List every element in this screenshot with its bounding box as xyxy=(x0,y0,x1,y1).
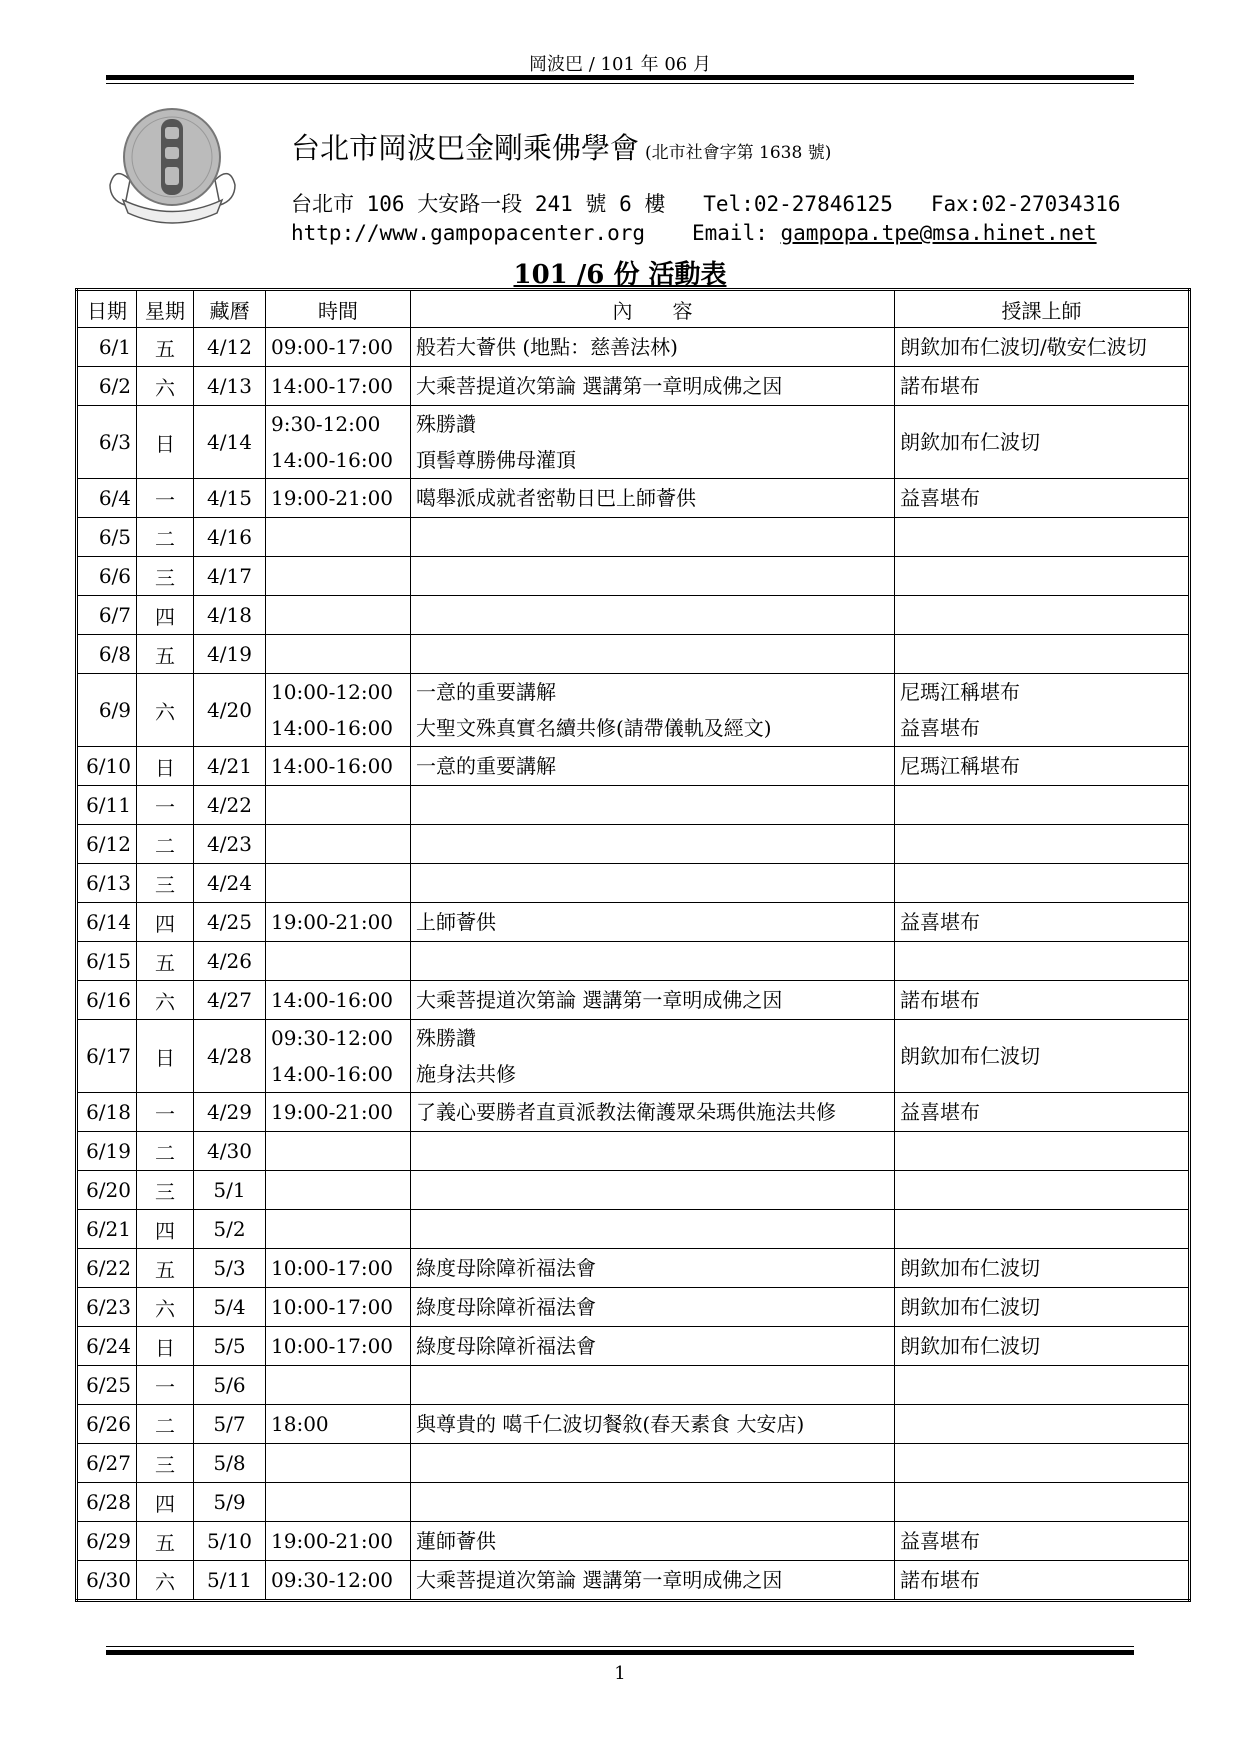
cell-tibetan-date: 4/28 xyxy=(194,1020,266,1093)
cell-date: 6/15 xyxy=(77,942,137,981)
cell-tibetan-date: 4/29 xyxy=(194,1093,266,1132)
cell-weekday: 日 xyxy=(137,406,194,479)
cell-time xyxy=(266,1327,411,1366)
cell-tibetan-date: 4/18 xyxy=(194,596,266,635)
content-line: 施身法共修 xyxy=(416,1062,516,1086)
teacher-line: 朗欽加布仁波切 xyxy=(900,1295,1040,1319)
cell-tibetan-date: 4/30 xyxy=(194,1132,266,1171)
cell-teacher xyxy=(895,1093,1190,1132)
cell-teacher xyxy=(895,328,1190,367)
cell-content xyxy=(411,1405,895,1444)
time-line: 09:30-12:00 xyxy=(271,1026,394,1050)
cell-weekday: 五 xyxy=(137,1249,194,1288)
time-line: 14:00-16:00 xyxy=(271,1062,394,1086)
time-line: 09:30-12:00 xyxy=(271,1568,394,1592)
table-row xyxy=(77,367,1190,406)
cell-date: 6/30 xyxy=(77,1561,137,1601)
table-row xyxy=(77,1444,1190,1483)
cell-content xyxy=(411,981,895,1020)
cell-weekday: 六 xyxy=(137,367,194,406)
cell-content xyxy=(411,1171,895,1210)
cell-weekday: 四 xyxy=(137,1210,194,1249)
col-header-content: 內 容 xyxy=(411,290,895,328)
table-row xyxy=(77,786,1190,825)
col-header-time: 時間 xyxy=(266,290,411,328)
time-line: 10:00-17:00 xyxy=(271,1256,394,1280)
cell-tibetan-date: 4/23 xyxy=(194,825,266,864)
cell-teacher xyxy=(895,981,1190,1020)
cell-tibetan-date: 4/15 xyxy=(194,479,266,518)
cell-date: 6/19 xyxy=(77,1132,137,1171)
email-label: Email: xyxy=(692,221,781,245)
cell-teacher xyxy=(895,1132,1190,1171)
cell-tibetan-date: 5/3 xyxy=(194,1249,266,1288)
content-line: 綠度母除障祈福法會 xyxy=(416,1295,596,1319)
cell-time xyxy=(266,406,411,479)
org-registration: (北市社會字第 1638 號) xyxy=(645,143,832,163)
time-line: 19:00-21:00 xyxy=(271,1529,394,1553)
org-name-text: 台北市岡波巴金剛乘佛學會 xyxy=(291,131,640,165)
cell-tibetan-date: 4/20 xyxy=(194,674,266,747)
header-rule-thick xyxy=(106,75,1134,80)
cell-teacher xyxy=(895,596,1190,635)
cell-date: 6/25 xyxy=(77,1366,137,1405)
table-row xyxy=(77,328,1190,367)
cell-weekday: 二 xyxy=(137,1132,194,1171)
cell-date: 6/14 xyxy=(77,903,137,942)
email-line xyxy=(692,221,1097,245)
cell-content xyxy=(411,1522,895,1561)
page-number: 1 xyxy=(614,1663,626,1684)
cell-time xyxy=(266,981,411,1020)
cell-time xyxy=(266,825,411,864)
cell-time xyxy=(266,786,411,825)
cell-date: 6/22 xyxy=(77,1249,137,1288)
col-header-tibetan-calendar: 藏曆 xyxy=(194,290,266,328)
cell-weekday: 一 xyxy=(137,1093,194,1132)
cell-tibetan-date: 4/27 xyxy=(194,981,266,1020)
cell-tibetan-date: 5/10 xyxy=(194,1522,266,1561)
cell-date: 6/4 xyxy=(77,479,137,518)
content-line: 殊勝讚 xyxy=(416,412,476,436)
cell-teacher xyxy=(895,367,1190,406)
cell-tibetan-date: 5/6 xyxy=(194,1366,266,1405)
cell-time xyxy=(266,1561,411,1601)
cell-teacher xyxy=(895,942,1190,981)
cell-time xyxy=(266,635,411,674)
cell-content xyxy=(411,596,895,635)
cell-time xyxy=(266,518,411,557)
schedule-body xyxy=(77,328,1190,1601)
cell-content xyxy=(411,903,895,942)
cell-date: 6/13 xyxy=(77,864,137,903)
content-line: 上師薈供 xyxy=(416,910,496,934)
cell-content xyxy=(411,406,895,479)
cell-date: 6/7 xyxy=(77,596,137,635)
cell-teacher xyxy=(895,864,1190,903)
content-line: 綠度母除障祈福法會 xyxy=(416,1334,596,1358)
table-row xyxy=(77,1093,1190,1132)
cell-time xyxy=(266,1366,411,1405)
cell-teacher xyxy=(895,674,1190,747)
col-header-date: 日期 xyxy=(77,290,137,328)
cell-teacher xyxy=(895,903,1190,942)
cell-content xyxy=(411,1020,895,1093)
cell-date: 6/20 xyxy=(77,1171,137,1210)
cell-tibetan-date: 5/4 xyxy=(194,1288,266,1327)
cell-weekday: 日 xyxy=(137,747,194,786)
content-line: 了義心要勝者直貢派教法衛護眾朵瑪供施法共修 xyxy=(416,1100,836,1124)
table-row xyxy=(77,557,1190,596)
table-row xyxy=(77,1522,1190,1561)
cell-content xyxy=(411,747,895,786)
cell-time xyxy=(266,479,411,518)
cell-time xyxy=(266,367,411,406)
cell-time xyxy=(266,1444,411,1483)
table-row xyxy=(77,635,1190,674)
table-row xyxy=(77,1288,1190,1327)
content-line: 大乘菩提道次第論 選講第一章明成佛之因 xyxy=(416,374,783,398)
cell-weekday: 六 xyxy=(137,674,194,747)
cell-teacher xyxy=(895,747,1190,786)
cell-tibetan-date: 5/7 xyxy=(194,1405,266,1444)
content-line: 噶舉派成就者密勒日巴上師薈供 xyxy=(416,486,696,510)
cell-tibetan-date: 4/22 xyxy=(194,786,266,825)
cell-teacher xyxy=(895,479,1190,518)
cell-date: 6/9 xyxy=(77,674,137,747)
cell-content xyxy=(411,328,895,367)
cell-tibetan-date: 4/17 xyxy=(194,557,266,596)
teacher-line: 諾布堪布 xyxy=(900,1568,980,1592)
cell-content xyxy=(411,1249,895,1288)
content-line: 頂髻尊勝佛母灌頂 xyxy=(416,448,576,472)
cell-time xyxy=(266,674,411,747)
cell-tibetan-date: 4/16 xyxy=(194,518,266,557)
cell-teacher xyxy=(895,1020,1190,1093)
cell-time xyxy=(266,864,411,903)
cell-teacher xyxy=(895,1483,1190,1522)
cell-teacher xyxy=(895,1210,1190,1249)
cell-tibetan-date: 4/13 xyxy=(194,367,266,406)
time-line: 10:00-17:00 xyxy=(271,1295,394,1319)
col-header-teacher: 授課上師 xyxy=(895,290,1190,328)
cell-date: 6/2 xyxy=(77,367,137,406)
cell-teacher xyxy=(895,1171,1190,1210)
cell-tibetan-date: 5/5 xyxy=(194,1327,266,1366)
cell-teacher xyxy=(895,1522,1190,1561)
email-link[interactable]: gampopa.tpe@msa.hinet.net xyxy=(780,221,1097,245)
teacher-line: 朗欽加布仁波切 xyxy=(900,430,1040,454)
cell-date: 6/6 xyxy=(77,557,137,596)
cell-date: 6/18 xyxy=(77,1093,137,1132)
content-line: 與尊貴的 噶千仁波切餐敘(春天素食 大安店) xyxy=(416,1412,805,1436)
cell-weekday: 六 xyxy=(137,1288,194,1327)
time-line: 14:00-16:00 xyxy=(271,448,394,472)
address-contact-line: 台北市 106 大安路一段 241 號 6 樓 Tel:02-27846125 Fax:02-27034316 xyxy=(291,192,1121,216)
cell-tibetan-date: 4/25 xyxy=(194,903,266,942)
header-rule-thin xyxy=(106,83,1134,84)
cell-content xyxy=(411,786,895,825)
time-line: 14:00-16:00 xyxy=(271,754,394,778)
cell-teacher xyxy=(895,557,1190,596)
cell-tibetan-date: 5/9 xyxy=(194,1483,266,1522)
cell-time xyxy=(266,1093,411,1132)
cell-weekday: 二 xyxy=(137,1405,194,1444)
content-line: 大乘菩提道次第論 選講第一章明成佛之因 xyxy=(416,1568,783,1592)
cell-teacher xyxy=(895,1366,1190,1405)
cell-weekday: 日 xyxy=(137,1327,194,1366)
cell-content xyxy=(411,942,895,981)
cell-tibetan-date: 5/2 xyxy=(194,1210,266,1249)
cell-content xyxy=(411,864,895,903)
table-row xyxy=(77,1132,1190,1171)
teacher-line: 益喜堪布 xyxy=(900,910,980,934)
cell-teacher xyxy=(895,1444,1190,1483)
cell-weekday: 一 xyxy=(137,479,194,518)
table-row xyxy=(77,903,1190,942)
cell-time xyxy=(266,596,411,635)
table-row xyxy=(77,1020,1190,1093)
footer-rule-thick xyxy=(106,1650,1134,1655)
cell-content xyxy=(411,1288,895,1327)
cell-date: 6/23 xyxy=(77,1288,137,1327)
teacher-line: 益喜堪布 xyxy=(900,1100,980,1124)
cell-date: 6/27 xyxy=(77,1444,137,1483)
cell-teacher xyxy=(895,1561,1190,1601)
cell-date: 6/21 xyxy=(77,1210,137,1249)
cell-time xyxy=(266,1405,411,1444)
cell-weekday: 五 xyxy=(137,328,194,367)
cell-teacher xyxy=(895,1249,1190,1288)
cell-weekday: 三 xyxy=(137,864,194,903)
cell-tibetan-date: 4/12 xyxy=(194,328,266,367)
time-line: 09:00-17:00 xyxy=(271,335,394,359)
content-line: 大聖文殊真實名續共修(請帶儀軌及經文) xyxy=(416,716,772,740)
cell-time xyxy=(266,1171,411,1210)
cell-time xyxy=(266,1210,411,1249)
schedule-table xyxy=(75,288,1191,1602)
cell-content xyxy=(411,479,895,518)
table-row xyxy=(77,825,1190,864)
cell-weekday: 一 xyxy=(137,786,194,825)
cell-weekday: 四 xyxy=(137,596,194,635)
cell-tibetan-date: 4/14 xyxy=(194,406,266,479)
cell-content xyxy=(411,1327,895,1366)
cell-date: 6/26 xyxy=(77,1405,137,1444)
cell-tibetan-date: 4/26 xyxy=(194,942,266,981)
cell-teacher xyxy=(895,635,1190,674)
cell-teacher xyxy=(895,518,1190,557)
cell-time xyxy=(266,1132,411,1171)
teacher-line: 益喜堪布 xyxy=(900,716,980,740)
cell-content xyxy=(411,1210,895,1249)
table-row xyxy=(77,1171,1190,1210)
org-name xyxy=(291,126,831,167)
content-line: 一意的重要講解 xyxy=(416,754,556,778)
cell-date: 6/16 xyxy=(77,981,137,1020)
cell-content xyxy=(411,825,895,864)
teacher-line: 朗欽加布仁波切/敬安仁波切 xyxy=(900,335,1147,359)
cell-tibetan-date: 4/19 xyxy=(194,635,266,674)
time-line: 19:00-21:00 xyxy=(271,910,394,934)
teacher-line: 尼瑪江稱堪布 xyxy=(900,680,1020,704)
cell-content xyxy=(411,1561,895,1601)
cell-teacher xyxy=(895,1405,1190,1444)
cell-weekday: 四 xyxy=(137,903,194,942)
table-row xyxy=(77,1483,1190,1522)
cell-date: 6/1 xyxy=(77,328,137,367)
table-row xyxy=(77,1210,1190,1249)
cell-weekday: 五 xyxy=(137,635,194,674)
table-row xyxy=(77,406,1190,479)
footer-rule-thin xyxy=(106,1646,1134,1647)
cell-date: 6/29 xyxy=(77,1522,137,1561)
cell-teacher xyxy=(895,1327,1190,1366)
cell-content xyxy=(411,674,895,747)
cell-date: 6/5 xyxy=(77,518,137,557)
cell-weekday: 一 xyxy=(137,1366,194,1405)
table-row xyxy=(77,596,1190,635)
teacher-line: 尼瑪江稱堪布 xyxy=(900,754,1020,778)
teacher-line: 朗欽加布仁波切 xyxy=(900,1044,1040,1068)
time-line: 18:00 xyxy=(271,1412,329,1436)
cell-date: 6/12 xyxy=(77,825,137,864)
cell-time xyxy=(266,1249,411,1288)
time-line: 10:00-12:00 xyxy=(271,680,394,704)
cell-tibetan-date: 4/21 xyxy=(194,747,266,786)
time-line: 14:00-17:00 xyxy=(271,374,394,398)
cell-date: 6/10 xyxy=(77,747,137,786)
cell-weekday: 五 xyxy=(137,1522,194,1561)
cell-content xyxy=(411,635,895,674)
cell-time xyxy=(266,1020,411,1093)
content-line: 綠度母除障祈福法會 xyxy=(416,1256,596,1280)
cell-date: 6/8 xyxy=(77,635,137,674)
cell-weekday: 三 xyxy=(137,557,194,596)
content-line: 般若大薈供 (地點：慈善法林) xyxy=(416,335,678,359)
table-row xyxy=(77,518,1190,557)
cell-date: 6/17 xyxy=(77,1020,137,1093)
cell-date: 6/3 xyxy=(77,406,137,479)
teacher-line: 益喜堪布 xyxy=(900,1529,980,1553)
time-line: 19:00-21:00 xyxy=(271,1100,394,1124)
cell-content xyxy=(411,1093,895,1132)
cell-content xyxy=(411,1444,895,1483)
table-row xyxy=(77,479,1190,518)
running-header: 岡波巴 / 101 年 06 月 xyxy=(529,54,711,75)
cell-time xyxy=(266,1522,411,1561)
content-line: 大乘菩提道次第論 選講第一章明成佛之因 xyxy=(416,988,783,1012)
cell-weekday: 五 xyxy=(137,942,194,981)
cell-time xyxy=(266,328,411,367)
time-line: 14:00-16:00 xyxy=(271,716,394,740)
cell-time xyxy=(266,557,411,596)
cell-time xyxy=(266,903,411,942)
content-line: 一意的重要講解 xyxy=(416,680,556,704)
schedule-title-text: 101 /6 份 活動表 xyxy=(513,260,727,290)
teacher-line: 諾布堪布 xyxy=(900,374,980,398)
cell-tibetan-date: 5/8 xyxy=(194,1444,266,1483)
cell-weekday: 二 xyxy=(137,518,194,557)
table-row xyxy=(77,747,1190,786)
content-line: 殊勝讚 xyxy=(416,1026,476,1050)
teacher-line: 益喜堪布 xyxy=(900,486,980,510)
cell-date: 6/11 xyxy=(77,786,137,825)
cell-weekday: 六 xyxy=(137,981,194,1020)
cell-weekday: 二 xyxy=(137,825,194,864)
cell-teacher xyxy=(895,786,1190,825)
cell-tibetan-date: 5/1 xyxy=(194,1171,266,1210)
table-row xyxy=(77,864,1190,903)
cell-date: 6/28 xyxy=(77,1483,137,1522)
cell-content xyxy=(411,1366,895,1405)
teacher-line: 諾布堪布 xyxy=(900,988,980,1012)
cell-weekday: 三 xyxy=(137,1444,194,1483)
cell-time xyxy=(266,747,411,786)
cell-time xyxy=(266,1483,411,1522)
teacher-line: 朗欽加布仁波切 xyxy=(900,1334,1040,1358)
schedule-title xyxy=(0,254,1240,291)
cell-weekday: 日 xyxy=(137,1020,194,1093)
cell-time xyxy=(266,1288,411,1327)
table-row xyxy=(77,1405,1190,1444)
table-row xyxy=(77,1327,1190,1366)
cell-teacher xyxy=(895,1288,1190,1327)
table-row xyxy=(77,1249,1190,1288)
table-row xyxy=(77,981,1190,1020)
cell-content xyxy=(411,1483,895,1522)
cell-teacher xyxy=(895,406,1190,479)
table-header-row xyxy=(77,290,1190,328)
teacher-line: 朗欽加布仁波切 xyxy=(900,1256,1040,1280)
time-line: 19:00-21:00 xyxy=(271,486,394,510)
cell-teacher xyxy=(895,825,1190,864)
website-link[interactable]: http://www.gampopacenter.org xyxy=(291,221,646,245)
table-row xyxy=(77,1366,1190,1405)
cell-time xyxy=(266,942,411,981)
cell-content xyxy=(411,1132,895,1171)
cell-content xyxy=(411,518,895,557)
cell-tibetan-date: 5/11 xyxy=(194,1561,266,1601)
org-logo-icon xyxy=(105,105,240,230)
time-line: 9:30-12:00 xyxy=(271,412,381,436)
cell-tibetan-date: 4/24 xyxy=(194,864,266,903)
cell-content xyxy=(411,367,895,406)
table-row xyxy=(77,942,1190,981)
col-header-weekday: 星期 xyxy=(137,290,194,328)
time-line: 14:00-16:00 xyxy=(271,988,394,1012)
cell-content xyxy=(411,557,895,596)
cell-date: 6/24 xyxy=(77,1327,137,1366)
time-line: 10:00-17:00 xyxy=(271,1334,394,1358)
content-line: 蓮師薈供 xyxy=(416,1529,496,1553)
table-row xyxy=(77,1561,1190,1601)
cell-weekday: 六 xyxy=(137,1561,194,1601)
cell-weekday: 三 xyxy=(137,1171,194,1210)
table-row xyxy=(77,674,1190,747)
cell-weekday: 四 xyxy=(137,1483,194,1522)
